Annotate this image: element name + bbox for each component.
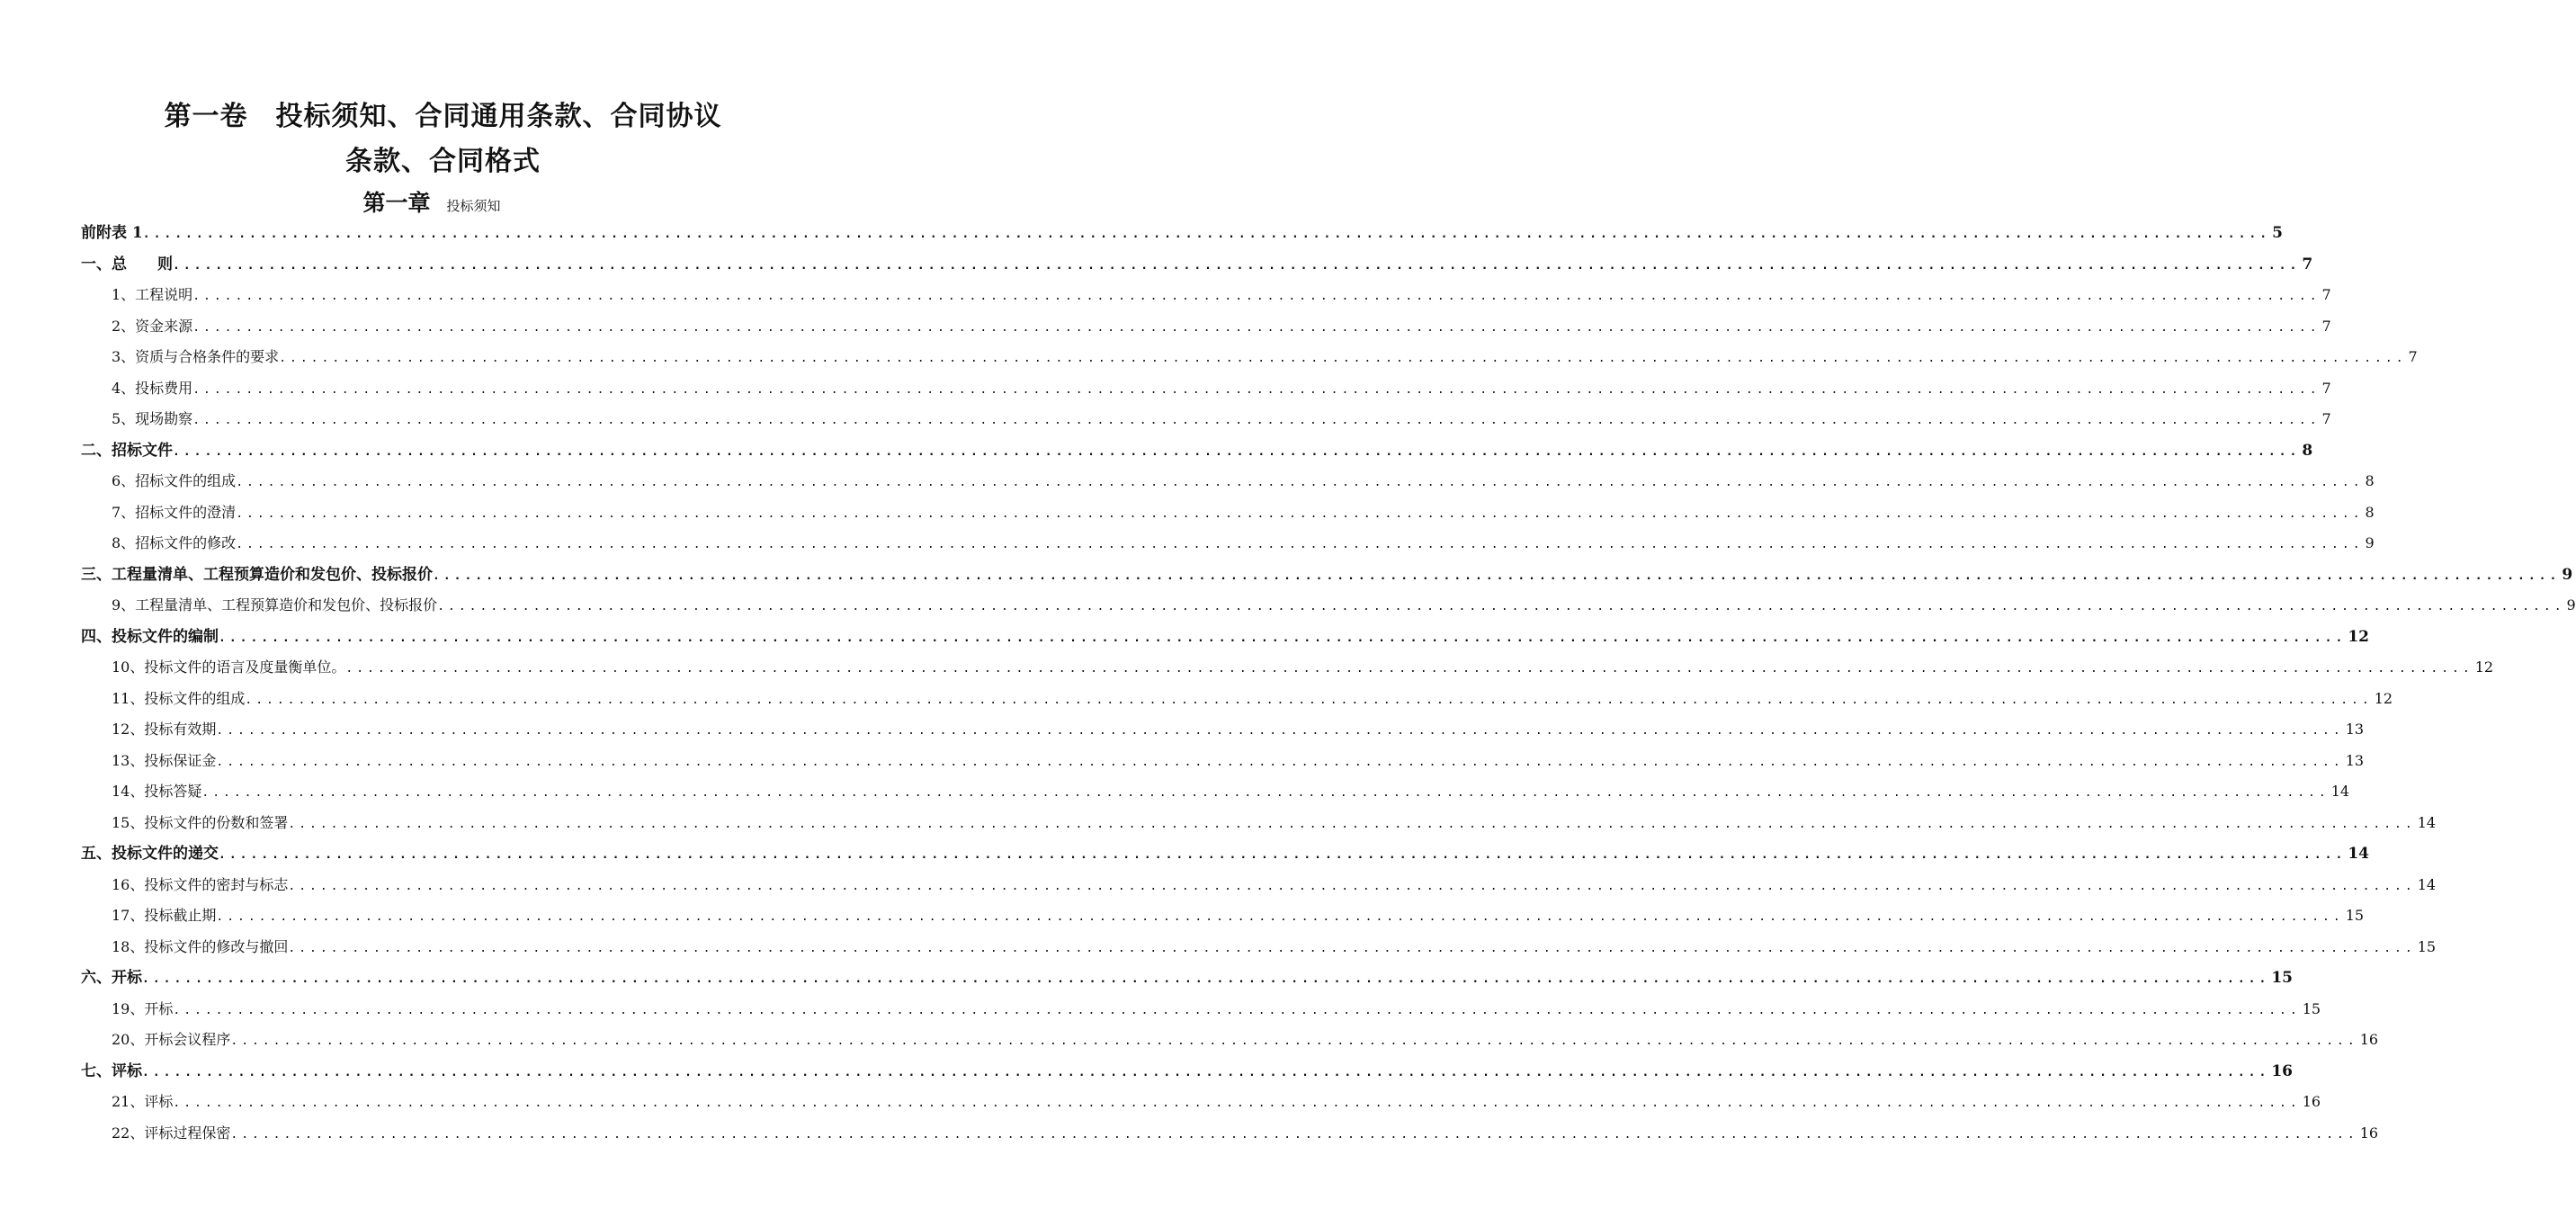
toc-entry-label: 13、投标保证金	[112, 751, 217, 769]
toc-section-entry[interactable]	[81, 963, 2294, 993]
toc-entry[interactable]	[112, 1087, 2321, 1117]
toc-page-number: 14	[2417, 813, 2437, 831]
toc-page-number: 7	[2302, 255, 2313, 273]
toc-entry-label: 19、开标	[112, 999, 174, 1017]
toc-dot-leader: ........................................................................................................................................................................................................	[433, 569, 2561, 583]
toc-dot-leader: ........................................................................................................................................................................................................	[192, 290, 2321, 303]
toc-page-number: 15	[2345, 907, 2365, 924]
toc-dot-leader: ........................................................................................................................................................................................................	[173, 258, 2301, 273]
toc-entry[interactable]	[112, 497, 2375, 528]
toc-page-number: 9	[2562, 565, 2573, 584]
toc-page-number: 7	[2321, 410, 2331, 427]
toc-entry[interactable]	[112, 466, 2375, 497]
toc-page-number: 7	[2408, 348, 2418, 365]
toc-dot-leader: ........................................................................................................................................................................................................	[173, 1097, 2301, 1110]
toc-page-number: 7	[2321, 317, 2331, 335]
toc-entry-label: 7、招标文件的澄清	[112, 503, 237, 521]
toc-page-number: 7	[2321, 286, 2331, 303]
toc-dot-leader: ........................................................................................................................................................................................................	[236, 506, 2364, 521]
toc-dot-leader: ........................................................................................................................................................................................................	[142, 228, 2271, 241]
toc-entry-label: 三、工程量清单、工程预算造价和发包价、投标报价	[81, 565, 433, 584]
toc-page-number: 16	[2302, 1093, 2321, 1110]
toc-section-entry[interactable]	[81, 249, 2313, 280]
toc-dot-leader: ........................................................................................................................................................................................................	[216, 724, 2344, 738]
toc-section-entry[interactable]	[81, 435, 2313, 466]
chapter-number: 第一章	[362, 190, 431, 216]
toc-entry-label: 四、投标文件的编制	[81, 627, 219, 646]
toc-entry-label: 10、投标文件的语言及度量衡单位。	[112, 658, 346, 676]
toc-section-entry[interactable]	[81, 1056, 2294, 1087]
toc-entry-label: 3、资质与合格条件的要求	[112, 348, 280, 365]
toc-entry[interactable]	[112, 342, 2418, 372]
toc-entry-label: 六、开标	[81, 969, 142, 987]
toc-page-number: 8	[2365, 472, 2375, 489]
toc-entry-label: 15、投标文件的份数和签署	[112, 813, 289, 831]
toc-entry[interactable]	[112, 528, 2375, 559]
toc-entry[interactable]	[112, 714, 2365, 745]
toc-page-number: 13	[2345, 721, 2365, 738]
toc-page-number: 12	[2374, 689, 2393, 707]
toc-section-entry[interactable]	[81, 838, 2370, 869]
toc-entry[interactable]	[112, 932, 2437, 963]
toc-entry-label: 22、评标过程保密	[112, 1124, 231, 1142]
toc-dot-leader: ........................................................................................................................................................................................................	[142, 972, 2270, 986]
toc-entry-label: 14、投标答疑	[112, 783, 202, 800]
toc-page-number: 8	[2365, 503, 2375, 521]
toc-entry[interactable]	[112, 808, 2437, 838]
toc-entry-label: 16、投标文件的密封与标志	[112, 875, 289, 893]
toc-dot-leader: ........................................................................................................................................................................................................	[288, 941, 2416, 955]
toc-entry-label: 七、评标	[81, 1061, 142, 1080]
toc-entry-label: 11、投标文件的组成	[112, 689, 246, 707]
toc-entry-label: 8、招标文件的修改	[112, 534, 237, 551]
toc-page-number: 12	[2348, 627, 2370, 646]
toc-dot-leader: ........................................................................................................................................................................................................	[142, 1065, 2270, 1079]
toc-entry-label: 4、投标费用	[112, 379, 193, 397]
toc-page-number: 14	[2330, 783, 2350, 800]
toc-dot-leader: ........................................................................................................................................................................................................	[345, 662, 2473, 676]
toc-entry-label: 2、资金来源	[112, 317, 193, 335]
toc-entry[interactable]	[112, 870, 2437, 900]
toc-entry[interactable]	[112, 404, 2331, 434]
toc-page-number: 5	[2272, 224, 2283, 242]
toc-dot-leader: ........................................................................................................................................................................................................	[173, 444, 2301, 459]
toc-dot-leader: ........................................................................................................................................................................................................	[288, 817, 2416, 831]
toc-entry[interactable]	[112, 900, 2365, 931]
toc-dot-leader: ........................................................................................................................................................................................................	[437, 600, 2565, 613]
toc-entry[interactable]	[112, 776, 2350, 807]
toc-dot-leader: ........................................................................................................................................................................................................	[245, 693, 2373, 707]
toc-entry[interactable]	[112, 311, 2331, 342]
document-title-line-1: 第一卷 投标须知、合同通用条款、合同协议	[164, 101, 722, 132]
toc-entry[interactable]	[112, 994, 2321, 1025]
toc-dot-leader: ........................................................................................................................................................................................................	[201, 786, 2330, 800]
toc-page-number: 16	[2359, 1124, 2379, 1142]
toc-page-number: 9	[2566, 596, 2576, 613]
toc-entry-label: 一、总 则	[81, 255, 173, 273]
toc-dot-leader: ........................................................................................................................................................................................................	[288, 879, 2416, 893]
toc-entry-label: 18、投标文件的修改与撤回	[112, 937, 289, 955]
toc-dot-leader: ........................................................................................................................................................................................................	[236, 538, 2364, 551]
toc-page-number: 14	[2348, 845, 2370, 863]
toc-page-number: 16	[2359, 1031, 2379, 1048]
toc-dot-leader: ........................................................................................................................................................................................................	[230, 1034, 2358, 1048]
toc-entry[interactable]	[112, 746, 2365, 776]
toc-dot-leader: ........................................................................................................................................................................................................	[173, 1003, 2301, 1017]
toc-dot-leader: ........................................................................................................................................................................................................	[236, 476, 2364, 489]
toc-dot-leader: ........................................................................................................................................................................................................	[216, 755, 2344, 769]
toc-entry-label: 五、投标文件的递交	[81, 845, 219, 863]
toc-dot-leader: ........................................................................................................................................................................................................	[279, 352, 2407, 365]
toc-entry-label: 12、投标有效期	[112, 721, 217, 738]
toc-page-number: 14	[2417, 875, 2437, 893]
toc-section-entry[interactable]	[81, 622, 2370, 652]
toc-dot-leader: ........................................................................................................................................................................................................	[192, 414, 2321, 427]
toc-dot-leader: ........................................................................................................................................................................................................	[192, 320, 2321, 335]
chapter-heading	[0, 185, 854, 218]
toc-section-entry[interactable]	[81, 560, 2573, 590]
toc-section-entry[interactable]	[81, 218, 2283, 248]
toc-page-number: 15	[2302, 999, 2321, 1017]
toc-page-number: 16	[2271, 1061, 2294, 1080]
toc-page-number: 15	[2417, 937, 2437, 955]
toc-page-number: 13	[2345, 751, 2365, 769]
toc-dot-leader: ........................................................................................................................................................................................................	[192, 382, 2321, 397]
toc-entry-label: 二、招标文件	[81, 441, 173, 460]
toc-dot-leader: ........................................................................................................................................................................................................	[219, 631, 2347, 645]
toc-entry-label: 5、现场勘察	[112, 410, 193, 427]
toc-entry-label: 9、工程量清单、工程预算造价和发包价、投标报价	[112, 596, 438, 613]
toc-entry[interactable]	[112, 280, 2331, 310]
toc-entry[interactable]	[112, 373, 2331, 404]
toc-page-number: 15	[2271, 969, 2294, 987]
toc-entry[interactable]	[112, 652, 2494, 683]
toc-entry-label: 20、开标会议程序	[112, 1031, 231, 1048]
toc-dot-leader: ........................................................................................................................................................................................................	[230, 1127, 2358, 1142]
toc-entry[interactable]	[112, 590, 2576, 621]
toc-entry[interactable]	[112, 684, 2393, 714]
toc-entry-label: 前附表 1	[81, 224, 143, 242]
toc-dot-leader: ........................................................................................................................................................................................................	[219, 848, 2347, 862]
toc-page-number: 8	[2302, 441, 2313, 460]
toc-entry-label: 1、工程说明	[112, 286, 193, 303]
document-title-line-2: 条款、合同格式	[345, 146, 541, 177]
toc-dot-leader: ........................................................................................................................................................................................................	[216, 910, 2344, 924]
toc-page-number: 12	[2474, 658, 2494, 676]
toc-page-number: 9	[2365, 534, 2375, 551]
toc-entry-label: 6、招标文件的组成	[112, 472, 237, 489]
toc-entry-label: 17、投标截止期	[112, 907, 217, 924]
toc-entry-label: 21、评标	[112, 1093, 174, 1110]
toc-entry[interactable]	[112, 1118, 2379, 1149]
toc-page-number: 7	[2321, 379, 2331, 397]
toc-entry[interactable]	[112, 1025, 2379, 1055]
chapter-subtitle: 投标须知	[446, 198, 501, 214]
